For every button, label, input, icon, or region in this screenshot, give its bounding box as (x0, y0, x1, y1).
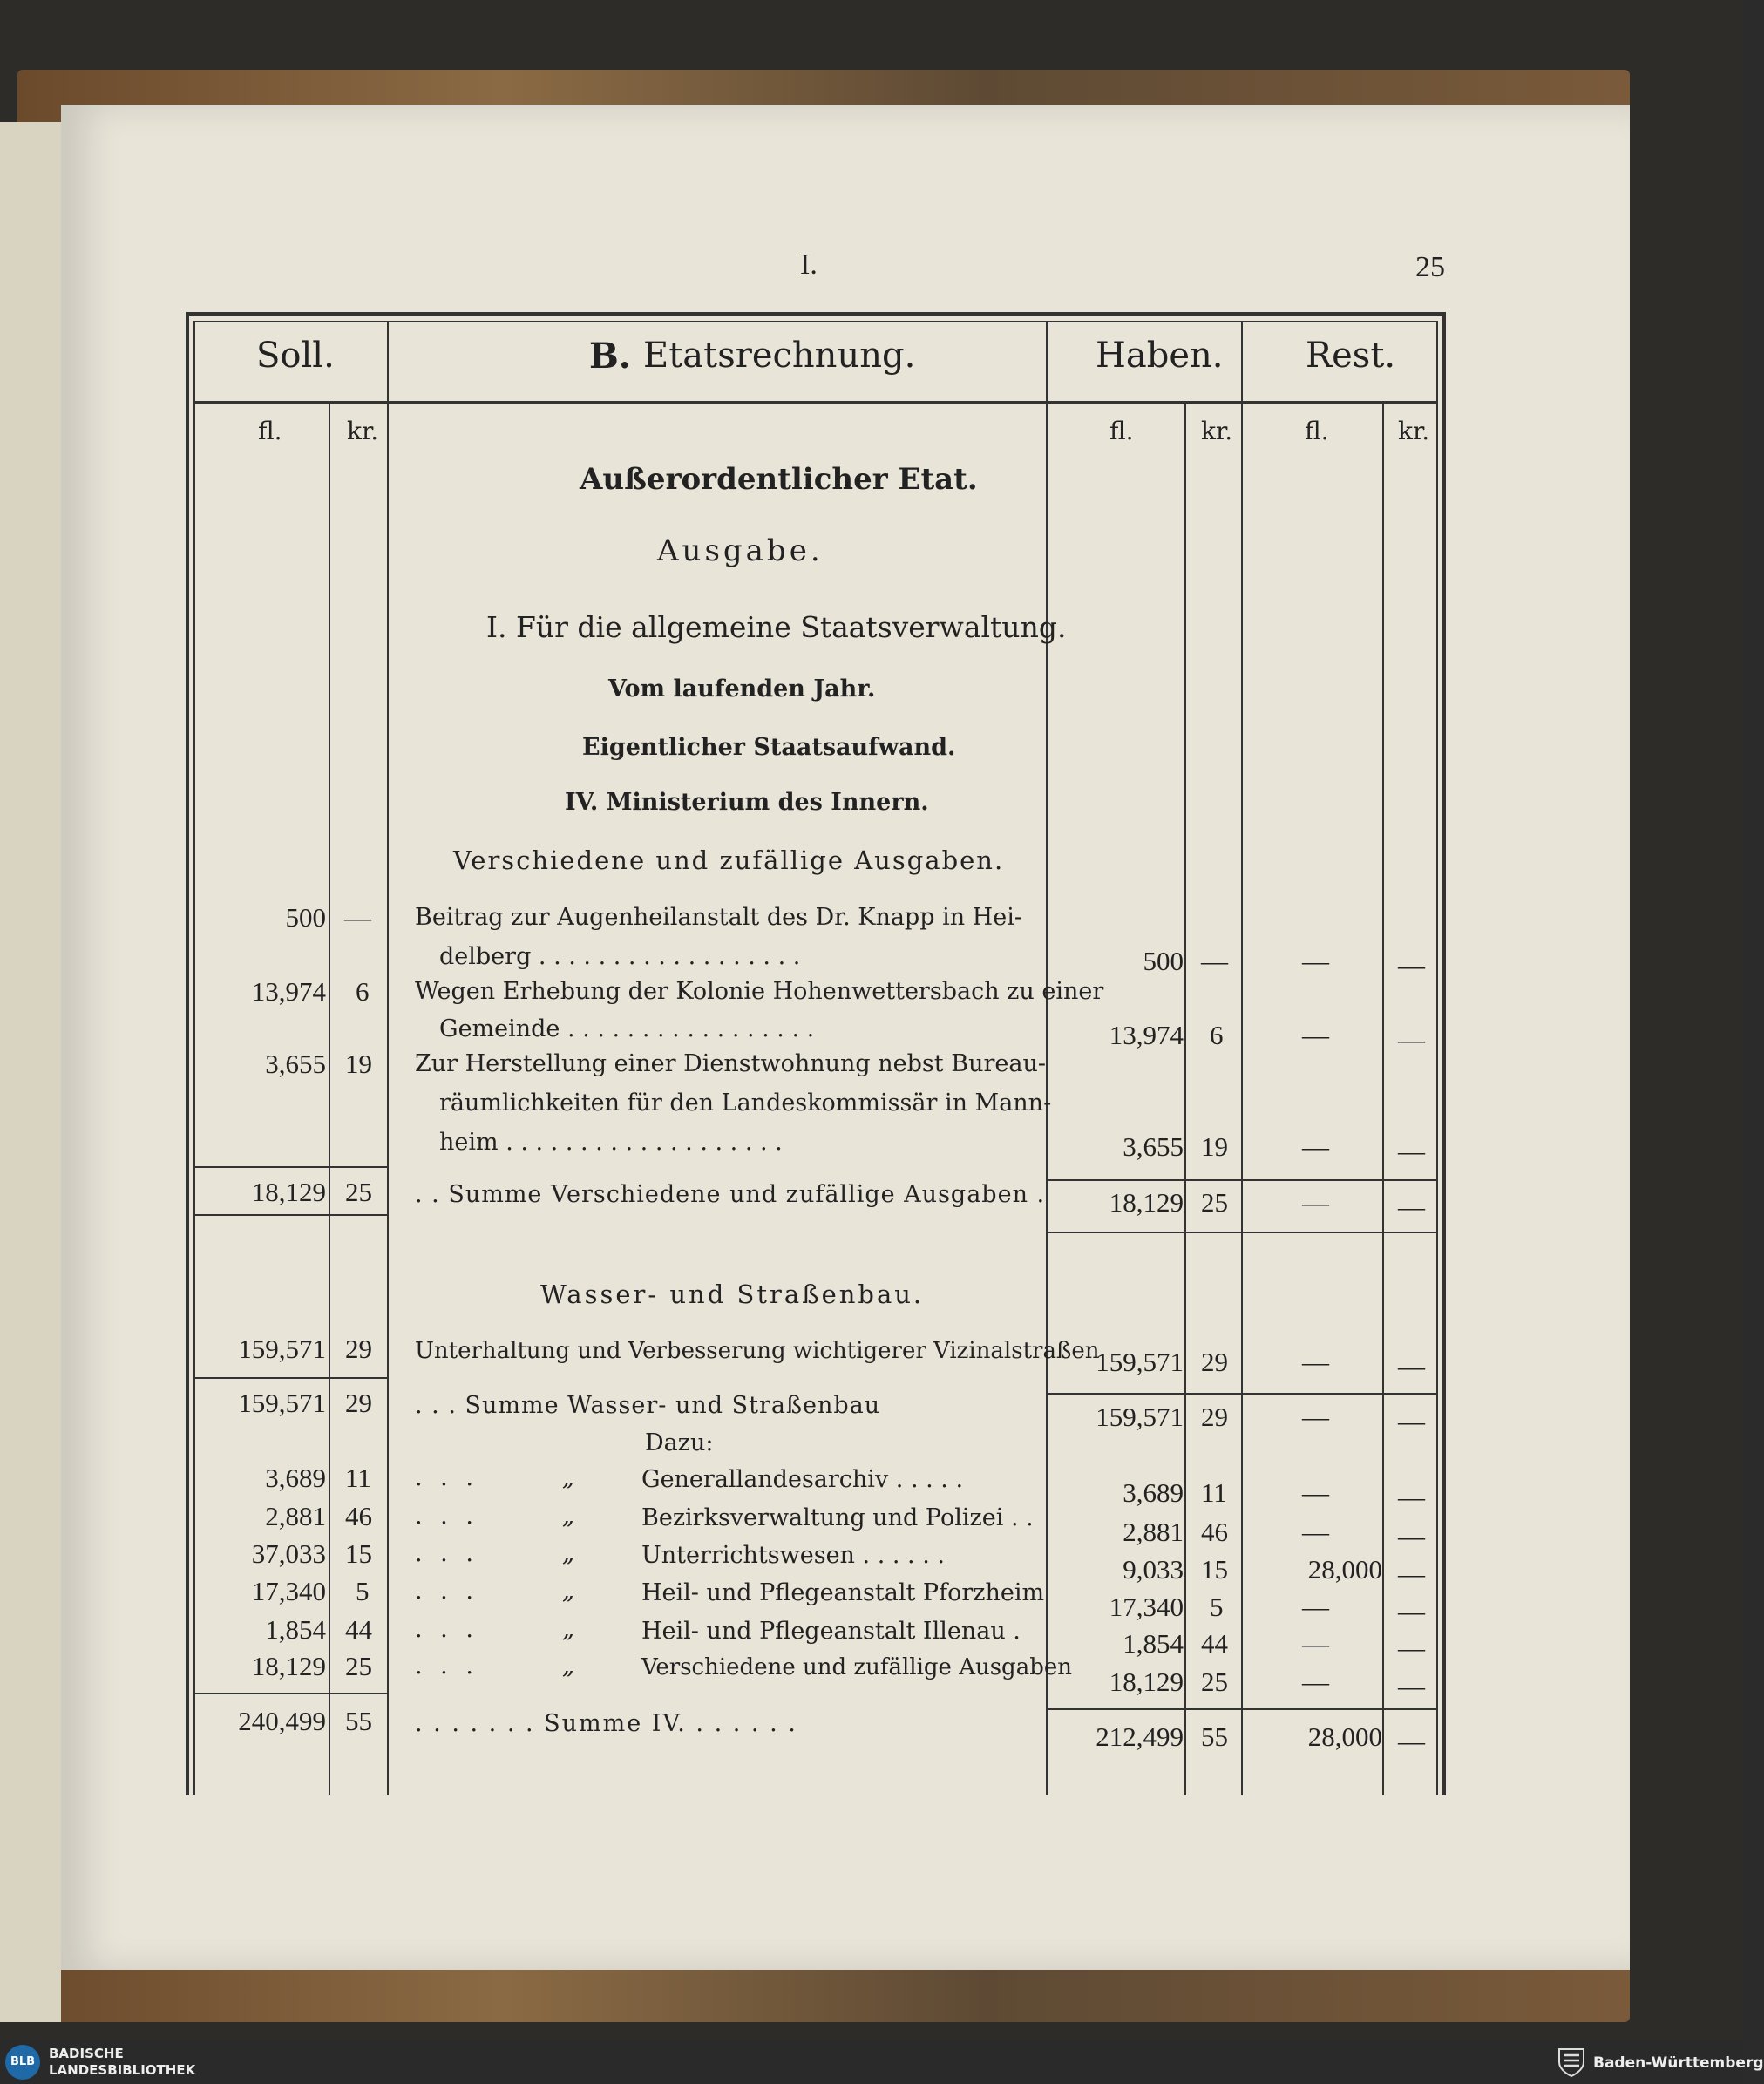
haben-kr: 5 (1210, 1592, 1224, 1622)
sum-rule-soll-3 (193, 1693, 387, 1694)
soll-fl: 3,655 (265, 1049, 326, 1079)
table-left-rule-inner (193, 321, 195, 1795)
ditto-mark: „ (562, 1503, 574, 1530)
haben-kr: 25 (1201, 1187, 1228, 1218)
soll-kr: — (344, 902, 371, 933)
state-coat-of-arms-icon (1557, 2047, 1586, 2078)
state-name: Baden-Württemberg (1593, 2054, 1764, 2072)
entry-text: Heil- und Pflegeanstalt Pforzheim (641, 1579, 1045, 1606)
haben-fl: 3,689 (1123, 1477, 1184, 1508)
haben-fl: 3,655 (1123, 1131, 1184, 1162)
haben-fl: 2,881 (1123, 1517, 1184, 1547)
soll-fl: 159,571 (238, 1334, 326, 1364)
rest-kr-divider (1382, 403, 1384, 1795)
soll-fl: 18,129 (251, 1177, 326, 1207)
haben-kr: 46 (1201, 1517, 1228, 1547)
rest-fl: — (1302, 946, 1329, 976)
heading-verwaltung: I. Für die allgemeine Staatsverwaltung. (486, 610, 1067, 644)
page-number: 25 (1415, 251, 1445, 283)
entry-text: . . Summe Verschiedene und zufällige Ausgaben . (415, 1181, 1046, 1208)
soll-kr: 6 (356, 976, 370, 1007)
unit-rest-kr: kr. (1398, 417, 1430, 445)
rest-fl: — (1302, 1402, 1329, 1432)
leader-dots: . . . (415, 1464, 478, 1491)
haben-fl: 18,129 (1109, 1667, 1184, 1697)
soll-kr: 29 (345, 1388, 372, 1418)
entry-text: Heil- und Pflegeanstalt Illenau . (641, 1618, 1021, 1645)
soll-fl: 500 (285, 902, 326, 933)
soll-kr: 46 (345, 1501, 372, 1531)
rest-fl: — (1302, 1131, 1329, 1162)
rest-kr: — (1398, 1726, 1425, 1756)
rest-kr: — (1398, 1191, 1425, 1222)
unit-soll-fl: fl. (258, 417, 282, 445)
library-name-line2: LANDESBIBLIOTHEK (49, 2062, 196, 2078)
column-header-haben: Haben. (1096, 336, 1224, 376)
leader-dots: . . . (415, 1616, 478, 1643)
soll-kr: 19 (345, 1049, 372, 1079)
rest-fl: 28,000 (1307, 1554, 1382, 1585)
haben-fl: 159,571 (1096, 1402, 1184, 1432)
unit-haben-kr: kr. (1201, 417, 1233, 445)
heading-aufwand: Eigentlicher Staatsaufwand. (582, 734, 956, 761)
rest-fl: — (1302, 1667, 1329, 1697)
entry-text-line2: Gemeinde . . . . . . . . . . . . . . . . . (439, 1015, 815, 1042)
haben-fl: 1,854 (1123, 1628, 1184, 1659)
rest-fl: — (1302, 1628, 1329, 1659)
haben-fl: 500 (1143, 946, 1184, 976)
blb-logo-icon[interactable]: BLB (5, 2045, 40, 2080)
ditto-mark: „ (562, 1653, 574, 1680)
entry-text-line2: räumlichkeiten für den Landeskommissär in Mann- (439, 1090, 1052, 1117)
soll-kr: 5 (356, 1576, 370, 1606)
heading-ministerium: IV. Ministerium des Innern. (565, 789, 929, 816)
haben-fl: 212,499 (1096, 1721, 1184, 1752)
soll-text-divider (387, 321, 389, 1795)
soll-kr: 44 (345, 1614, 372, 1645)
entry-text: Unterrichtswesen . . . . . . (641, 1542, 945, 1569)
text-haben-divider (1046, 321, 1048, 1795)
column-header-title: Etatsrechnung. (643, 336, 916, 376)
haben-kr: 19 (1201, 1131, 1228, 1162)
haben-kr-divider (1184, 403, 1186, 1795)
leader-dots: . . . (415, 1540, 478, 1567)
soll-fl: 3,689 (265, 1463, 326, 1493)
column-header-title-prefix: B. (589, 336, 631, 377)
rest-kr: — (1398, 1351, 1425, 1381)
haben-fl: 159,571 (1096, 1347, 1184, 1377)
ditto-mark: „ (562, 1616, 574, 1643)
soll-kr: 11 (345, 1463, 371, 1493)
heading-jahr: Vom laufenden Jahr. (608, 675, 876, 703)
heading-ausgabe: Ausgabe. (657, 533, 824, 568)
table-right-rule (1442, 312, 1446, 1795)
soll-fl: 240,499 (238, 1706, 326, 1736)
haben-kr: 6 (1210, 1020, 1224, 1050)
heading-verschiedene: Verschiedene und zufällige Ausgaben. (453, 845, 1005, 875)
sum-rule-soll-2 (193, 1377, 387, 1379)
rest-fl: — (1302, 1517, 1329, 1547)
soll-kr: 25 (345, 1177, 372, 1207)
soll-kr: 29 (345, 1334, 372, 1364)
unit-soll-kr: kr. (347, 417, 379, 445)
rest-fl: — (1302, 1187, 1329, 1218)
soll-fl: 159,571 (238, 1388, 326, 1418)
haben-kr: 44 (1201, 1628, 1228, 1659)
soll-fl: 37,033 (251, 1538, 326, 1569)
section-roman: I. (800, 248, 818, 281)
leader-dots: . . . (415, 1578, 478, 1605)
book-page (61, 105, 1630, 1970)
rest-kr: — (1398, 1596, 1425, 1626)
haben-kr: — (1201, 946, 1228, 976)
sum-rule-soll-1 (193, 1166, 387, 1168)
haben-kr: 15 (1201, 1554, 1228, 1585)
soll-fl: 13,974 (251, 976, 326, 1007)
sum-rule-haben-3 (1046, 1708, 1436, 1710)
table-right-rule-inner (1436, 321, 1438, 1795)
rest-fl: — (1302, 1347, 1329, 1377)
soll-kr: 15 (345, 1538, 372, 1569)
soll-fl: 2,881 (265, 1501, 326, 1531)
haben-fl: 13,974 (1109, 1020, 1184, 1050)
sum-rule-haben-1 (1046, 1179, 1436, 1181)
haben-rest-divider (1241, 321, 1243, 1795)
haben-kr: 11 (1201, 1477, 1227, 1508)
rest-kr: — (1398, 950, 1425, 981)
unit-rest-fl: fl. (1305, 417, 1329, 445)
soll-fl: 17,340 (251, 1576, 326, 1606)
soll-kr: 25 (345, 1651, 372, 1681)
rest-kr: — (1398, 1406, 1425, 1436)
sum-rule-haben-2 (1046, 1393, 1436, 1395)
sum-rule-haben-1b (1046, 1232, 1436, 1233)
haben-kr: 55 (1201, 1721, 1228, 1752)
rest-fl: 28,000 (1307, 1721, 1382, 1752)
heading-etat: Außerordentlicher Etat. (580, 462, 978, 497)
entry-text: . . . . . . . Summe IV. . . . . . . (415, 1710, 797, 1737)
entry-text-line3: heim . . . . . . . . . . . . . . . . . . . (439, 1129, 783, 1156)
soll-fl: 1,854 (265, 1614, 326, 1645)
column-header-soll: Soll. (256, 336, 335, 376)
haben-kr: 29 (1201, 1402, 1228, 1432)
entry-text: Generallandesarchiv . . . . . (641, 1466, 964, 1493)
rest-kr: — (1398, 1671, 1425, 1701)
leader-dots: . . . (415, 1503, 478, 1530)
left-page-edge (0, 122, 61, 2022)
rest-kr: — (1398, 1482, 1425, 1512)
rest-fl: — (1302, 1477, 1329, 1508)
footer-bar (0, 2040, 1743, 2084)
haben-fl: 17,340 (1109, 1592, 1184, 1622)
haben-fl: 18,129 (1109, 1187, 1184, 1218)
ditto-mark: „ (562, 1578, 574, 1605)
heading-wasser: Wasser- und Straßenbau. (540, 1280, 925, 1309)
entry-text-line1: Wegen Erhebung der Kolonie Hohenwettersbach zu einer (415, 978, 1104, 1005)
unit-haben-fl: fl. (1109, 417, 1134, 445)
sum-rule-soll-1b (193, 1214, 387, 1216)
rest-kr: — (1398, 1633, 1425, 1663)
haben-fl: 9,033 (1123, 1554, 1184, 1585)
column-header-rest: Rest. (1306, 336, 1396, 376)
table-left-rule (186, 312, 189, 1795)
rest-fl: — (1302, 1592, 1329, 1622)
entry-text: Verschiedene und zufällige Ausgaben (641, 1654, 1072, 1680)
entry-text-line2: delberg . . . . . . . . . . . . . . . . . . (439, 943, 801, 970)
rest-fl: — (1302, 1020, 1329, 1050)
heading-dazu: Dazu: (645, 1429, 714, 1456)
entry-text-line1: Zur Herstellung einer Dienstwohnung nebst Bureau- (415, 1050, 1046, 1077)
leader-dots: . . . (415, 1653, 478, 1680)
library-name-line1: BADISCHE (49, 2046, 124, 2061)
ditto-mark: „ (562, 1540, 574, 1567)
rest-kr: — (1398, 1521, 1425, 1551)
haben-kr: 29 (1201, 1347, 1228, 1377)
haben-kr: 25 (1201, 1667, 1228, 1697)
rest-kr: — (1398, 1136, 1425, 1166)
rest-kr: — (1398, 1024, 1425, 1055)
soll-kr-divider (329, 403, 330, 1795)
table-top-rule (186, 312, 1446, 316)
entry-text: Unterhaltung und Verbesserung wichtigerer Vizinalstraßen (415, 1338, 1100, 1364)
entry-text-line1: Beitrag zur Augenheilanstalt des Dr. Knapp in Hei- (415, 904, 1022, 931)
ditto-mark: „ (562, 1464, 574, 1491)
rest-kr: — (1398, 1558, 1425, 1589)
header-bottom-rule (193, 401, 1438, 404)
soll-fl: 18,129 (251, 1651, 326, 1681)
table-top-rule-inner (193, 321, 1438, 322)
entry-text: . . . Summe Wasser- und Straßenbau (415, 1392, 881, 1419)
entry-text: Bezirksverwaltung und Polizei . . (641, 1504, 1034, 1531)
soll-kr: 55 (345, 1706, 372, 1736)
